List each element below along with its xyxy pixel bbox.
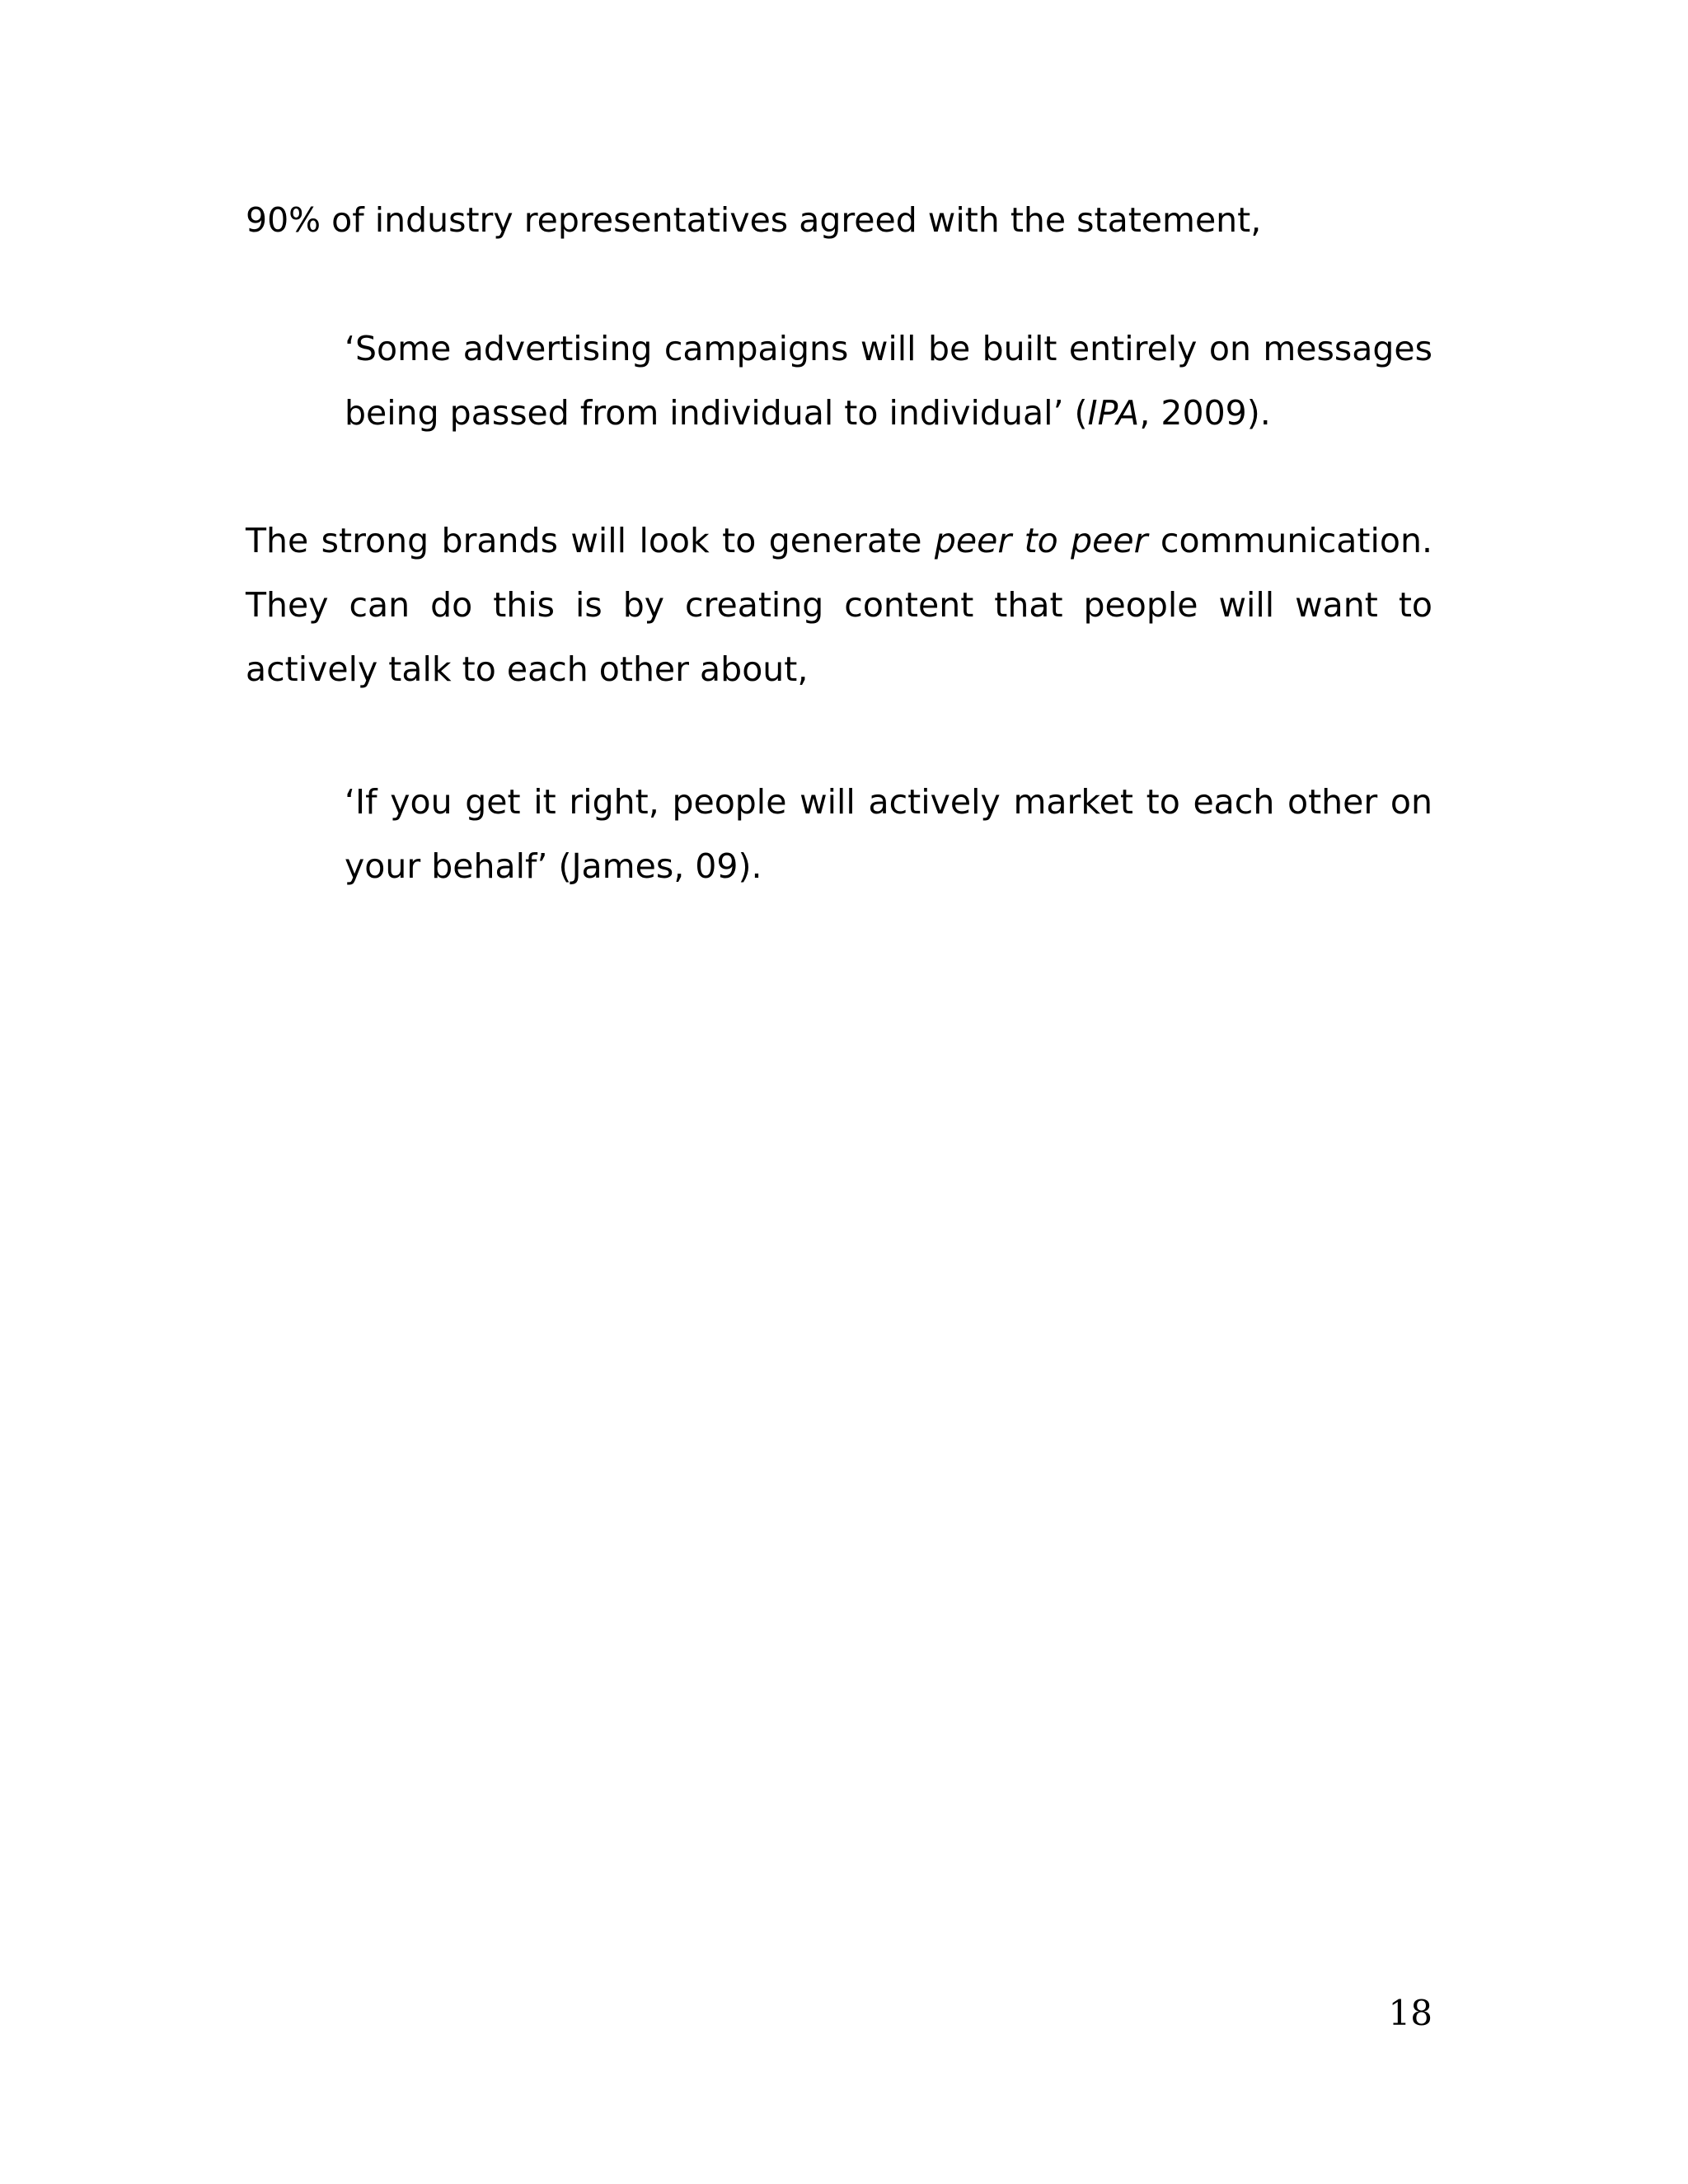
peer-paragraph-text-end: communication. They can do this is by creating content that people will want to actively talk to each other about, xyxy=(246,521,1433,689)
peer-to-peer-term: peer to peer xyxy=(934,521,1148,560)
quote-ipa-source: IPA xyxy=(1087,393,1140,433)
body-paragraph-peer-to-peer xyxy=(246,509,1432,701)
block-quote-james: ‘If you get it right, people will actively market to each other on your behalf’ (James, 09). xyxy=(345,782,1432,886)
quote-ipa-text: ‘Some advertising campaigns will be built entirely on messages being passed from individual to individual’ ( xyxy=(345,329,1432,433)
peer-paragraph-text-start: The strong brands will look to generate xyxy=(246,521,935,560)
block-quote-ipa xyxy=(345,316,1432,445)
body-paragraph-industry-statement: 90% of industry representatives agreed with the statement, xyxy=(246,200,1262,240)
page-number: 18 xyxy=(1388,1993,1432,2033)
quote-ipa-year: , 2009). xyxy=(1139,393,1271,433)
